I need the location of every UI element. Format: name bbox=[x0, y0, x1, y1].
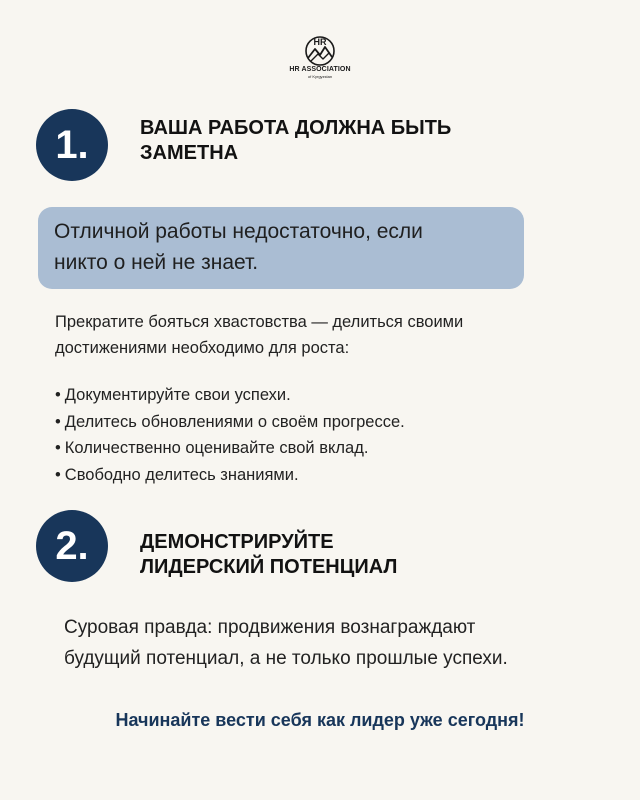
section-1-intro bbox=[55, 309, 595, 361]
list-item: • Документируйте свои успехи. bbox=[55, 382, 405, 409]
list-item: • Количественно оценивайте свой вклад. bbox=[55, 435, 405, 462]
section-1-heading bbox=[140, 116, 600, 166]
list-item: • Делитесь обновлениями о своём прогрессе. bbox=[55, 409, 405, 436]
section-2-heading bbox=[140, 530, 600, 580]
logo-subtitle: of Kyrgyzstan bbox=[307, 74, 333, 79]
intro-line-1: Прекратите бояться хвастовства — делиться своими bbox=[55, 313, 464, 331]
truth-line-1: Суровая правда: продвижения вознаграждают bbox=[64, 617, 476, 638]
list-item: • Свободно делитесь знаниями. bbox=[55, 462, 405, 489]
section-1-heading-line-2: ЗАМЕТНА bbox=[140, 142, 239, 164]
call-to-action: Начинайте вести себя как лидер уже сегодня! bbox=[115, 710, 525, 730]
key-point-callout bbox=[38, 207, 524, 289]
tips-list bbox=[55, 382, 405, 488]
hr-association-logo bbox=[270, 34, 370, 86]
callout-line-2: никто о ней не знает. bbox=[54, 251, 259, 274]
logo-title: HR ASSOCIATION bbox=[289, 66, 351, 73]
section-2-heading-line-1: ДЕМОНСТРИРУЙТЕ bbox=[140, 531, 334, 553]
step-number-1: 1. bbox=[36, 109, 108, 181]
section-2-heading-line-2: ЛИДЕРСКИЙ ПОТЕНЦИАЛ bbox=[140, 556, 398, 578]
callout-line-1: Отличной работы недостаточно, если bbox=[54, 220, 423, 243]
section-1-heading-line-1: ВАША РАБОТА ДОЛЖНА БЫТЬ bbox=[140, 117, 452, 139]
logo-mountain-icon bbox=[303, 34, 337, 66]
intro-line-2: достижениями необходимо для роста: bbox=[55, 339, 350, 357]
logo-initials: HR bbox=[313, 37, 327, 47]
truth-line-2: будущий потенциал, а не только прошлые успехи. bbox=[64, 648, 508, 669]
hard-truth-text bbox=[64, 612, 604, 674]
step-number-2: 2. bbox=[36, 510, 108, 582]
